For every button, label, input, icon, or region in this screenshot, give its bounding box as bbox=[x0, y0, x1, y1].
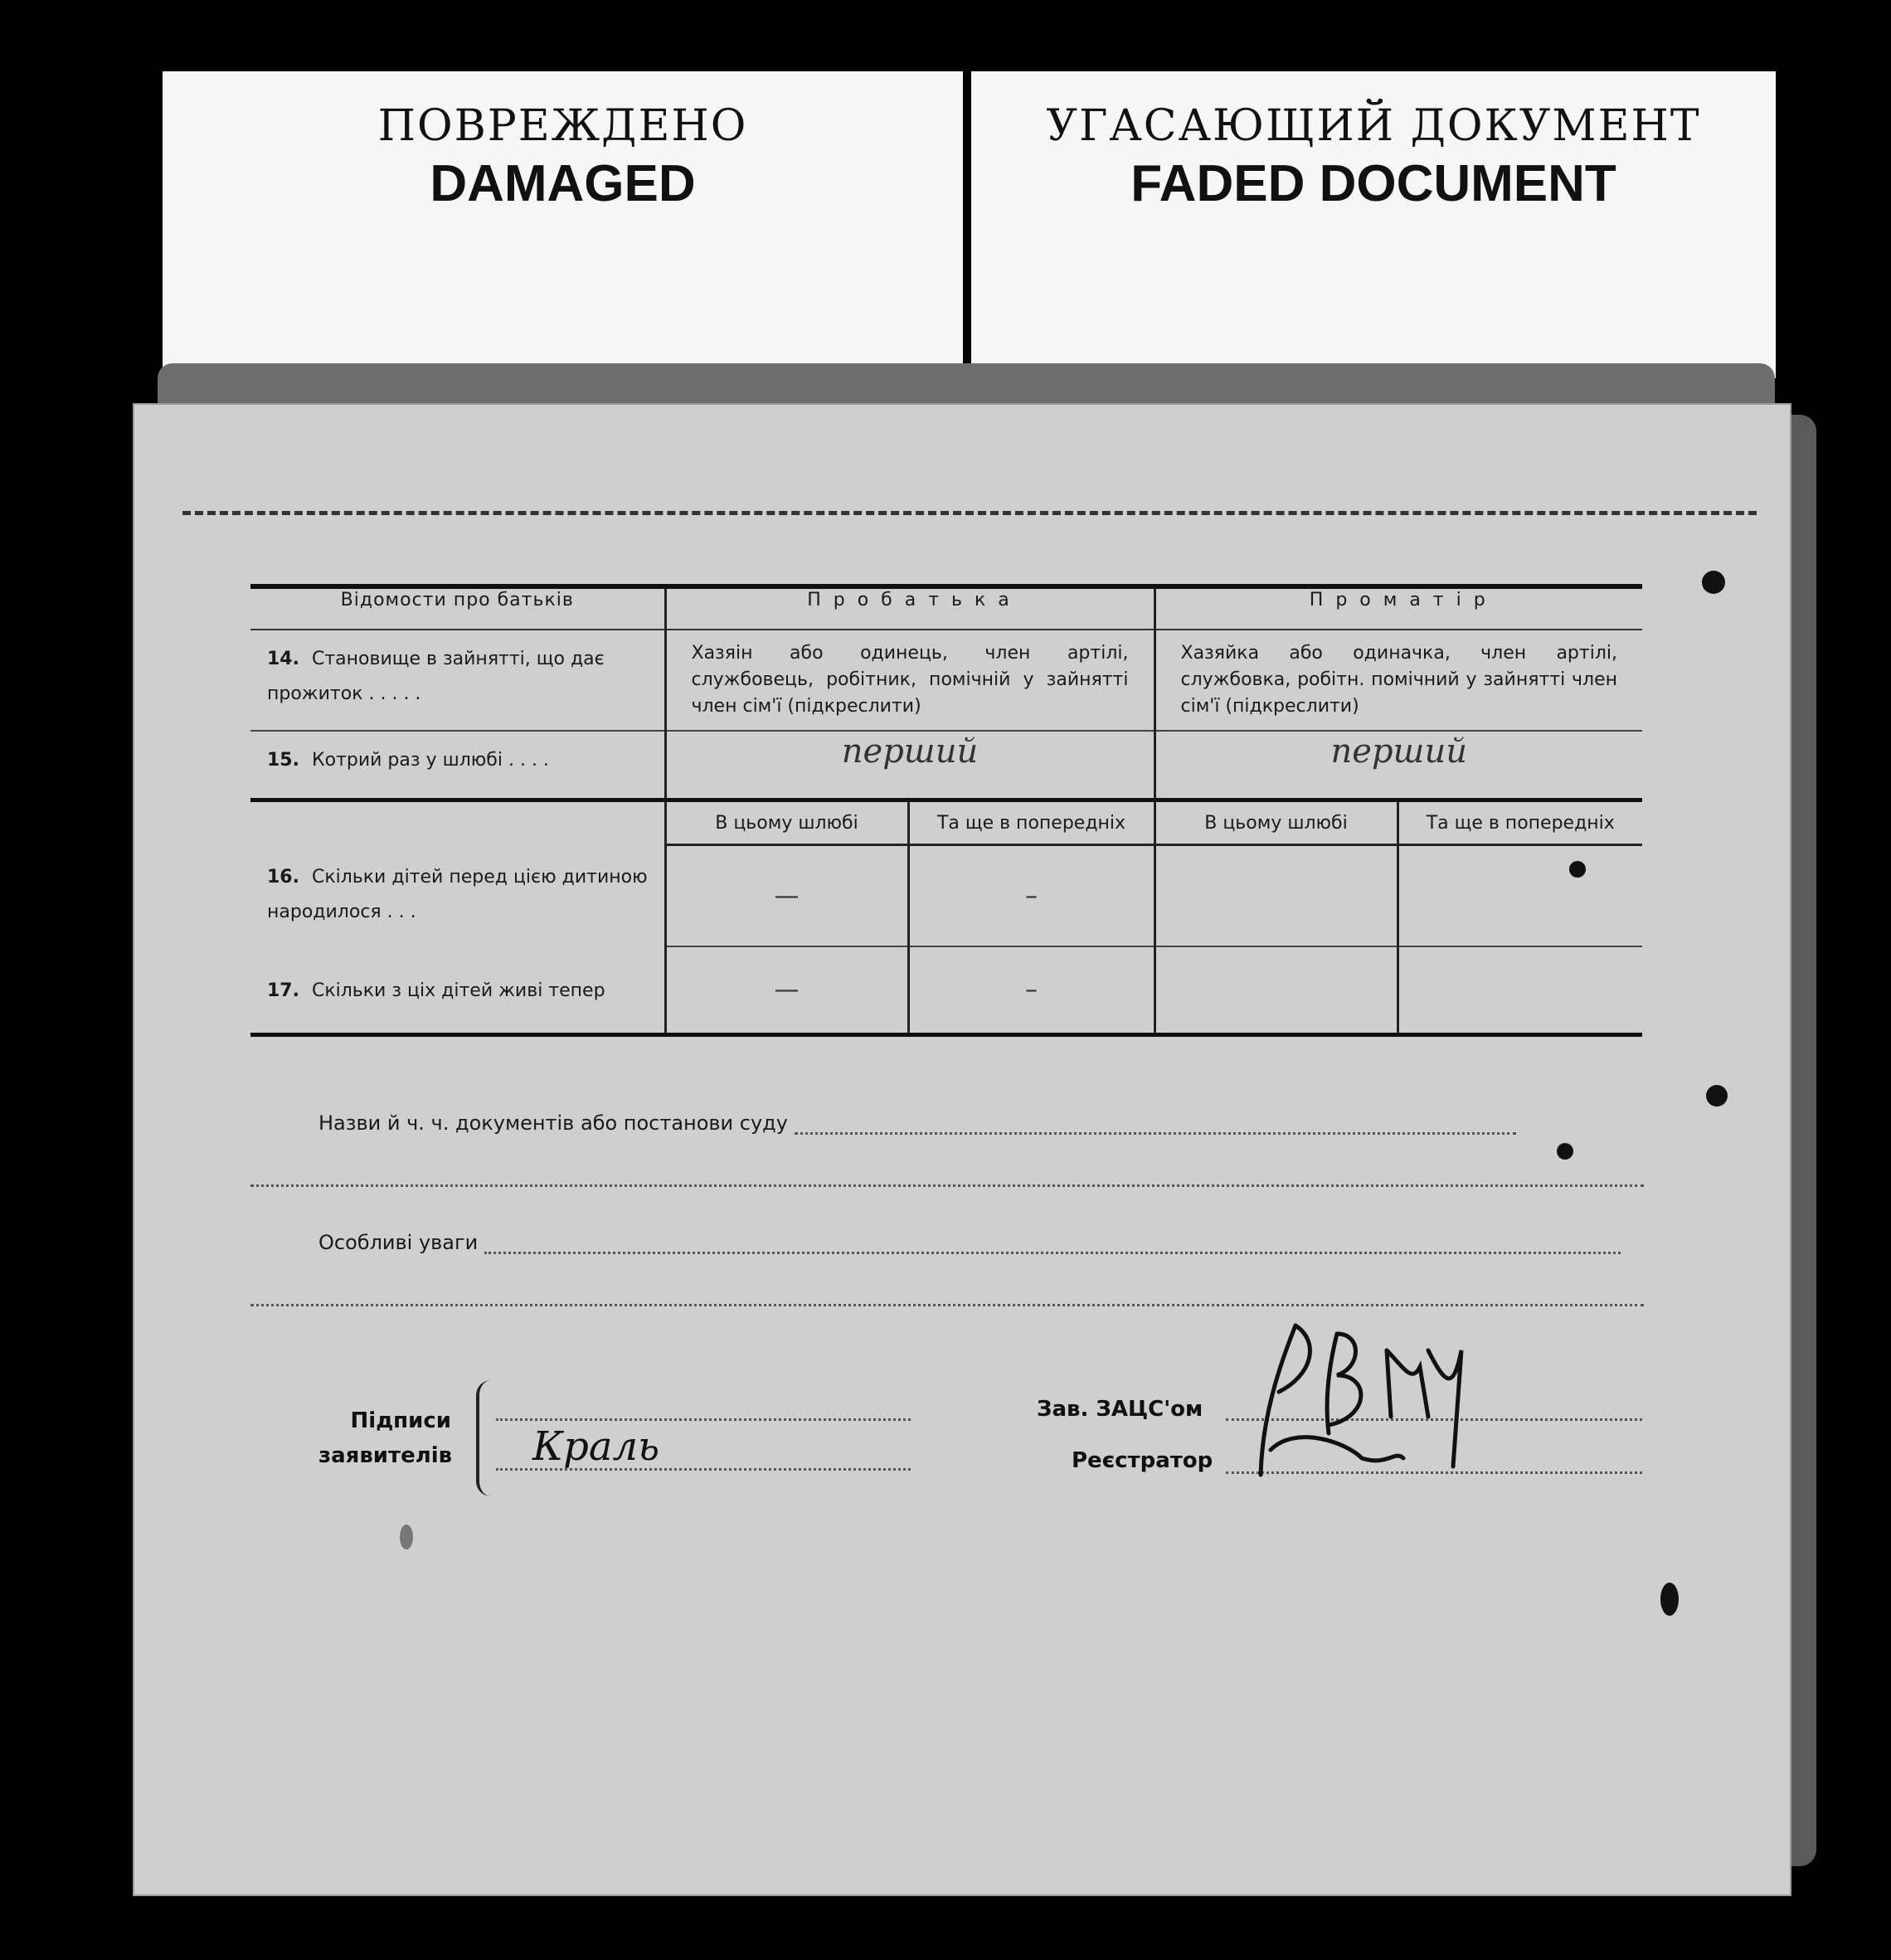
row17-mother-previous bbox=[1398, 946, 1642, 1035]
documents-label: Назви й ч. ч. документів або постанови суду bbox=[318, 1111, 788, 1135]
row16-number: 16. bbox=[267, 867, 299, 888]
document-sheet bbox=[133, 403, 1791, 1896]
damaged-label-en: DAMAGED bbox=[430, 155, 696, 212]
applicants-brace bbox=[476, 1380, 491, 1496]
header-about-father: П р о б а т ь к а bbox=[665, 586, 1155, 630]
damaged-label-ru: ПОВРЕЖДЕНО bbox=[377, 101, 748, 151]
faded-label-en: FADED DOCUMENT bbox=[1130, 155, 1616, 212]
row17-mother-this bbox=[1155, 946, 1398, 1035]
row15-mother-value: перший bbox=[1155, 731, 1642, 800]
row16-mother-previous bbox=[1398, 845, 1642, 947]
row14-father-options: Хазяін або одинець, член артілі, службовець, робітник, помічній у зайнятті член сім'ї (підкреслити) bbox=[665, 630, 1155, 731]
table-row-15 bbox=[250, 731, 1642, 800]
applicant-line-1 bbox=[496, 1418, 911, 1421]
header-parents-info: Відомости про батьків bbox=[250, 586, 665, 630]
damage-hole bbox=[1706, 1085, 1728, 1106]
head-of-registry-label: Зав. ЗАЦС'ом bbox=[1037, 1397, 1203, 1422]
faded-label-card bbox=[971, 71, 1776, 378]
table-row-17 bbox=[250, 946, 1642, 1035]
row14-number: 14. bbox=[267, 649, 299, 669]
row17-label-cell bbox=[250, 946, 665, 1035]
official-signature bbox=[1246, 1317, 1495, 1533]
remarks-fill-line bbox=[484, 1252, 1621, 1254]
perforation-line bbox=[182, 511, 1757, 515]
applicants-label-line1: Підписи bbox=[350, 1408, 451, 1433]
documents-fill-line-2 bbox=[250, 1184, 1644, 1187]
remarks-fill-line-2 bbox=[250, 1304, 1644, 1306]
documents-row bbox=[318, 1111, 1790, 1135]
row17-father-previous: – bbox=[908, 946, 1155, 1035]
row15-label-cell bbox=[250, 731, 665, 800]
damage-hole bbox=[1557, 1143, 1573, 1160]
subheader-row bbox=[250, 800, 1642, 845]
remarks-label: Особливі уваги bbox=[318, 1231, 479, 1254]
row17-number: 17. bbox=[267, 980, 299, 1001]
damage-hole bbox=[1660, 1583, 1679, 1616]
applicants-signature-label bbox=[318, 1408, 451, 1468]
row14-label: Становище в зайнятті, що дає прожиток . . . . . bbox=[267, 649, 605, 704]
stain bbox=[400, 1525, 413, 1549]
header-about-mother: П р о м а т і р bbox=[1155, 586, 1642, 630]
row15-label: Котрий раз у шлюбі . . . . bbox=[311, 750, 549, 771]
subheader-father-this: В цьому шлюбі bbox=[665, 800, 908, 845]
row14-label-cell bbox=[250, 630, 665, 731]
row16-label-cell bbox=[250, 800, 665, 947]
row17-father-this: — bbox=[665, 946, 908, 1035]
applicants-label-line2: заявителів bbox=[318, 1443, 453, 1468]
row16-label: Скільки дітей перед цією дитиною народилося . . . bbox=[267, 867, 648, 922]
row16-father-previous: – bbox=[908, 845, 1155, 947]
documents-fill-line bbox=[795, 1132, 1516, 1135]
parents-info-table bbox=[250, 584, 1642, 1037]
damaged-label-card bbox=[163, 71, 963, 378]
damage-hole bbox=[1702, 571, 1725, 594]
faded-label-ru: УГАСАЮЩИЙ ДОКУМЕНТ bbox=[1046, 101, 1701, 151]
damage-hole bbox=[1569, 861, 1586, 878]
subheader-mother-this: В цьому шлюбі bbox=[1155, 800, 1398, 845]
remarks-row bbox=[318, 1231, 1790, 1254]
table-row-14 bbox=[250, 630, 1642, 731]
applicant-signature: Краль bbox=[532, 1423, 660, 1470]
subheader-mother-previous: Та ще в попередніх bbox=[1398, 800, 1642, 845]
row17-label: Скільки з ціх дітей живі тепер bbox=[311, 980, 605, 1001]
row15-number: 15. bbox=[267, 750, 299, 771]
subheader-father-previous: Та ще в попередніх bbox=[908, 800, 1155, 845]
row14-mother-options: Хазяйка або одиначка, член артілі, службовка, робітн. помічний у зайнятті член сім'ї (підкреслити) bbox=[1155, 630, 1642, 731]
table-header-row bbox=[250, 586, 1642, 630]
row15-father-value: перший bbox=[665, 731, 1155, 800]
row16-father-this: — bbox=[665, 845, 908, 947]
row16-mother-this bbox=[1155, 845, 1398, 947]
registrar-label: Реєстратор bbox=[1072, 1448, 1213, 1473]
